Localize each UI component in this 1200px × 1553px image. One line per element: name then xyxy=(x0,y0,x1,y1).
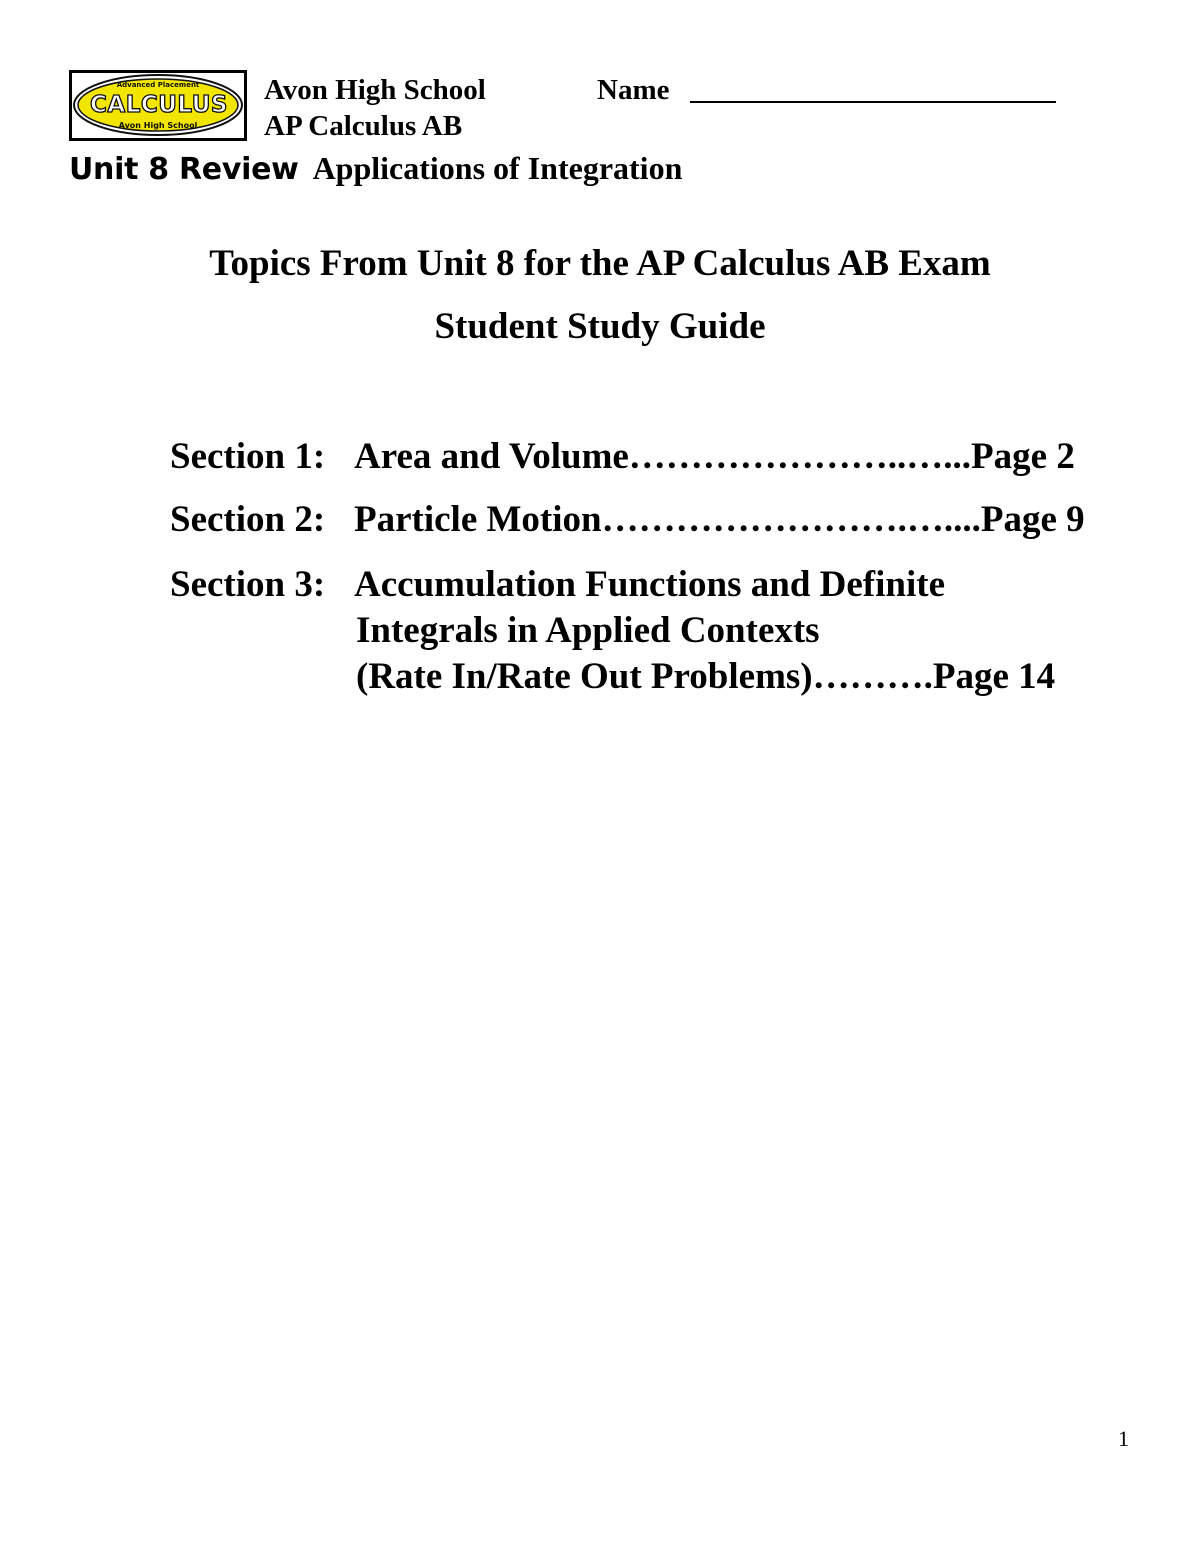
page-number: 1 xyxy=(1118,1426,1129,1451)
section-entry-line-2: Integrals in Applied Contexts xyxy=(356,610,820,651)
section-label: Section 2: xyxy=(170,499,326,540)
section-entry-line-3: (Rate In/Rate Out Problems)……….Page 14 xyxy=(356,656,1056,697)
logo-top-text: Advanced Placement xyxy=(116,81,200,89)
name-label: Name xyxy=(597,74,670,106)
topics-title: Topics From Unit 8 for the AP Calculus AB Exam xyxy=(209,243,991,284)
section-entry: Accumulation Functions and Definite xyxy=(354,564,946,605)
calculus-logo xyxy=(69,70,247,141)
unit-review-title: Unit 8 Review xyxy=(69,152,299,187)
section-entry: Particle Motion…………………….…....Page 9 xyxy=(354,499,1085,540)
logo-main-text: CALCULUS xyxy=(90,92,228,118)
unit-title xyxy=(69,150,682,187)
section-label: Section 3: xyxy=(170,564,326,605)
section-entry: Area and Volume…………………..…...Page 2 xyxy=(354,436,1075,477)
name-blank-line xyxy=(690,101,1056,103)
unit-subtitle: Applications of Integration xyxy=(312,150,683,186)
logo-bottom-text: Avon High School xyxy=(118,121,198,130)
course-name: AP Calculus AB xyxy=(264,110,463,142)
school-name: Avon High School xyxy=(264,74,486,106)
calculus-logo-graphic xyxy=(72,73,244,138)
study-guide-title: Student Study Guide xyxy=(434,306,766,347)
section-label: Section 1: xyxy=(170,436,326,477)
